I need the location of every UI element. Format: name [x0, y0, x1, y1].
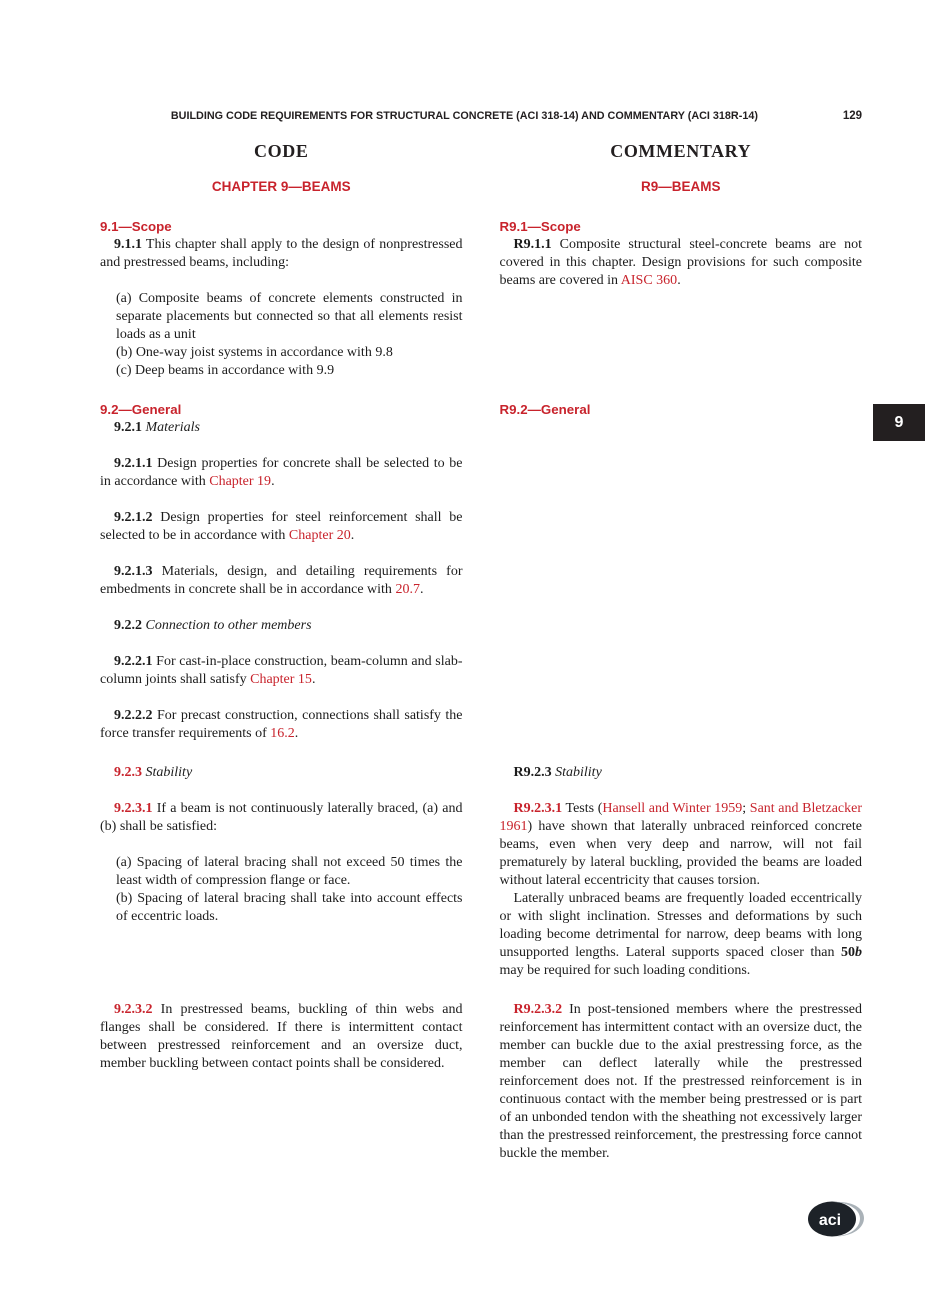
text-run: Laterally unbraced beams are frequently loaded eccentrically or with slight inclination. Stresses and deformations by such loading become detrimental for narrow, deep beams with long unsupported lengths. Lateral supports spaced closer than — [499, 891, 862, 960]
text-run: Stability — [142, 765, 193, 780]
chapter-thumb-tab-label: 9 — [894, 413, 904, 431]
section-heading — [500, 401, 863, 419]
text-run: . — [677, 273, 681, 288]
paragraph — [100, 800, 463, 836]
text-run: . — [311, 672, 316, 687]
commentary-chapter-heading: R9—BEAMS — [640, 179, 721, 194]
text-run: R9.2.3 — [513, 765, 552, 780]
commentary-column-row-3 — [500, 764, 863, 980]
section-heading — [100, 218, 463, 236]
section-heading — [100, 401, 463, 419]
text-run: If a beam is not continuously laterally braced, (a) and (b) shall be satisfied: — [100, 801, 463, 834]
text-run: may be required for such loading conditions. — [499, 963, 751, 978]
text-run: (b) Spacing of lateral bracing shall take into account effects of eccentric loads. — [116, 891, 463, 924]
text-run: 9.2.3.2 — [114, 1002, 153, 1017]
text-run: (a) Composite beams of concrete elements constructed in separate placements but connected so that all elements resist loads as a unit — [116, 291, 463, 342]
paragraph — [500, 800, 863, 890]
ref-link[interactable]: Chapter 20 — [288, 528, 351, 543]
text-run: Tests ( — [562, 801, 603, 816]
subsection-heading — [100, 617, 463, 635]
text-run: R9.2.3.1 — [513, 801, 563, 816]
code-column-row-2 — [100, 401, 463, 743]
commentary-column-row-4 — [500, 1001, 863, 1163]
paragraph-continuation — [500, 890, 863, 980]
code-chapter-heading: CHAPTER 9—BEAMS — [211, 179, 351, 194]
commentary-column-title: COMMENTARY — [610, 141, 752, 161]
text-run: 9.2—General — [100, 402, 182, 417]
text-run: 9.1—Scope — [100, 219, 172, 234]
text-run: For cast-in-place construction, beam-column and slab-column joints shall satisfy — [100, 654, 463, 687]
text-run: 9.2.1 — [114, 420, 142, 435]
aci-logo-text: aci — [818, 1212, 842, 1229]
paragraph — [500, 236, 863, 290]
subsection-heading — [100, 764, 463, 782]
paragraph — [100, 1001, 463, 1073]
text-run: Composite structural steel-concrete beams are not covered in this chapter. Design provisions for such composite beams are covered in — [499, 237, 862, 288]
list-item — [116, 344, 463, 362]
code-column-row-3 — [100, 764, 463, 980]
text-run: b — [855, 945, 862, 960]
text-run: R9.1.1 — [513, 237, 552, 252]
text-run: This chapter shall apply to the design of nonprestressed and prestressed beams, including: — [100, 237, 463, 270]
ref-link[interactable]: 16.2 — [270, 726, 295, 741]
text-run: R9.2—General — [499, 402, 591, 417]
paragraph — [500, 1001, 863, 1163]
text-run: 9.2.1.2 — [114, 510, 153, 525]
text-run: Connection to other members — [142, 618, 312, 633]
ref-link[interactable]: Chapter 19 — [209, 474, 272, 489]
text-run: R9.2.3.2 — [513, 1002, 563, 1017]
code-column-title: CODE — [254, 141, 309, 161]
text-run: 9.1.1 — [114, 237, 142, 252]
text-run: 9.2.1.1 — [114, 456, 153, 471]
page-number: 129 — [842, 110, 862, 122]
list-item — [116, 890, 463, 926]
text-run: . — [271, 474, 275, 489]
text-run: 9.2.1.3 — [114, 564, 153, 579]
list-item — [116, 854, 463, 890]
paragraph — [100, 236, 463, 272]
two-column-layout — [100, 139, 862, 1184]
paragraph — [100, 707, 463, 743]
text-run: In prestressed beams, buckling of thin webs and flanges shall be considered. If there is intermittent contact between prestressed reinforcement and an oversize duct, member buckling between contact points shall be considered. — [100, 1002, 463, 1071]
ref-link[interactable]: Hansell and Winter 1959 — [602, 801, 743, 816]
ref-link[interactable]: 20.7 — [395, 582, 420, 597]
list-item — [116, 362, 463, 380]
text-run: (c) Deep beams in accordance with 9.9 — [116, 363, 335, 378]
running-head: BUILDING CODE REQUIREMENTS FOR STRUCTURAL CONCRETE (ACI 318-14) AND COMMENTARY (ACI 318R-14) — [170, 110, 758, 122]
text-run: 9.2.2.2 — [114, 708, 153, 723]
list-item — [116, 290, 463, 344]
text-run: ) have shown that laterally unbraced reinforced concrete beams, even when very deep and narrow, will not fail prematurely by lateral buckling, provided the beams are loaded without lateral eccentricity that causes torsion. — [499, 819, 862, 888]
text-run: R9.1—Scope — [499, 219, 581, 234]
text-run: (a) Spacing of lateral bracing shall not exceed 50 times the least width of compression flange or face. — [116, 855, 463, 888]
text-run: In post-tensioned members where the prestressed reinforcement has intermittent contact with an oversize duct, the member can buckle due to the axial prestressing force, as the member can deflect laterally while the prestressed reinforcement does not. If the prestressed reinforcement is in continuous contact with the member being prestressed or is part of an unbonded tendon with the sheathing not excessively larger than the prestressed reinforcement, the prestressing force cannot buckle the member. — [499, 1002, 862, 1161]
text-run: . — [419, 582, 424, 597]
text-run: For precast construction, connections shall satisfy the force transfer requirements of — [100, 708, 463, 741]
code-column-row-1 — [100, 218, 463, 380]
commentary-column-row-2 — [500, 401, 863, 743]
text-run: Design properties for concrete shall be selected to be in accordance with — [100, 456, 463, 489]
page-header — [100, 110, 862, 122]
chapter-thumb-tab — [873, 404, 925, 441]
subsection-heading — [500, 764, 863, 782]
text-run: 50 — [841, 945, 855, 960]
ref-link[interactable]: Chapter 15 — [250, 672, 312, 687]
subsection-heading — [100, 419, 463, 437]
code-column-row-4 — [100, 1001, 463, 1163]
page-content — [100, 139, 862, 1184]
text-run: Materials, design, and detailing requirements for embedments in concrete shall be in accordance with — [100, 564, 463, 597]
paragraph — [100, 653, 463, 689]
aci-logo — [806, 1199, 866, 1239]
ref-link[interactable]: Sant and Bletzacker 1961 — [499, 801, 862, 834]
text-run: ; — [742, 801, 750, 816]
text-run: . — [294, 726, 299, 741]
paragraph — [100, 455, 463, 491]
section-heading — [500, 218, 863, 236]
text-run: . — [350, 528, 355, 543]
paragraph — [100, 563, 463, 599]
text-run: 9.2.3.1 — [114, 801, 153, 816]
aci-logo-graphic — [806, 1199, 866, 1239]
ref-link[interactable]: AISC 360 — [620, 273, 678, 288]
text-run: Design properties for steel reinforcement shall be selected to be in accordance with — [100, 510, 463, 543]
text-run: Materials — [142, 420, 200, 435]
text-run: 9.2.2 — [114, 618, 142, 633]
text-run: Stability — [551, 765, 602, 780]
text-run: 9.2.3 — [114, 765, 142, 780]
text-run: (b) One-way joist systems in accordance with 9.8 — [116, 345, 393, 360]
commentary-column-row-1 — [500, 218, 863, 380]
paragraph — [100, 509, 463, 545]
text-run: 9.2.2.1 — [114, 654, 153, 669]
